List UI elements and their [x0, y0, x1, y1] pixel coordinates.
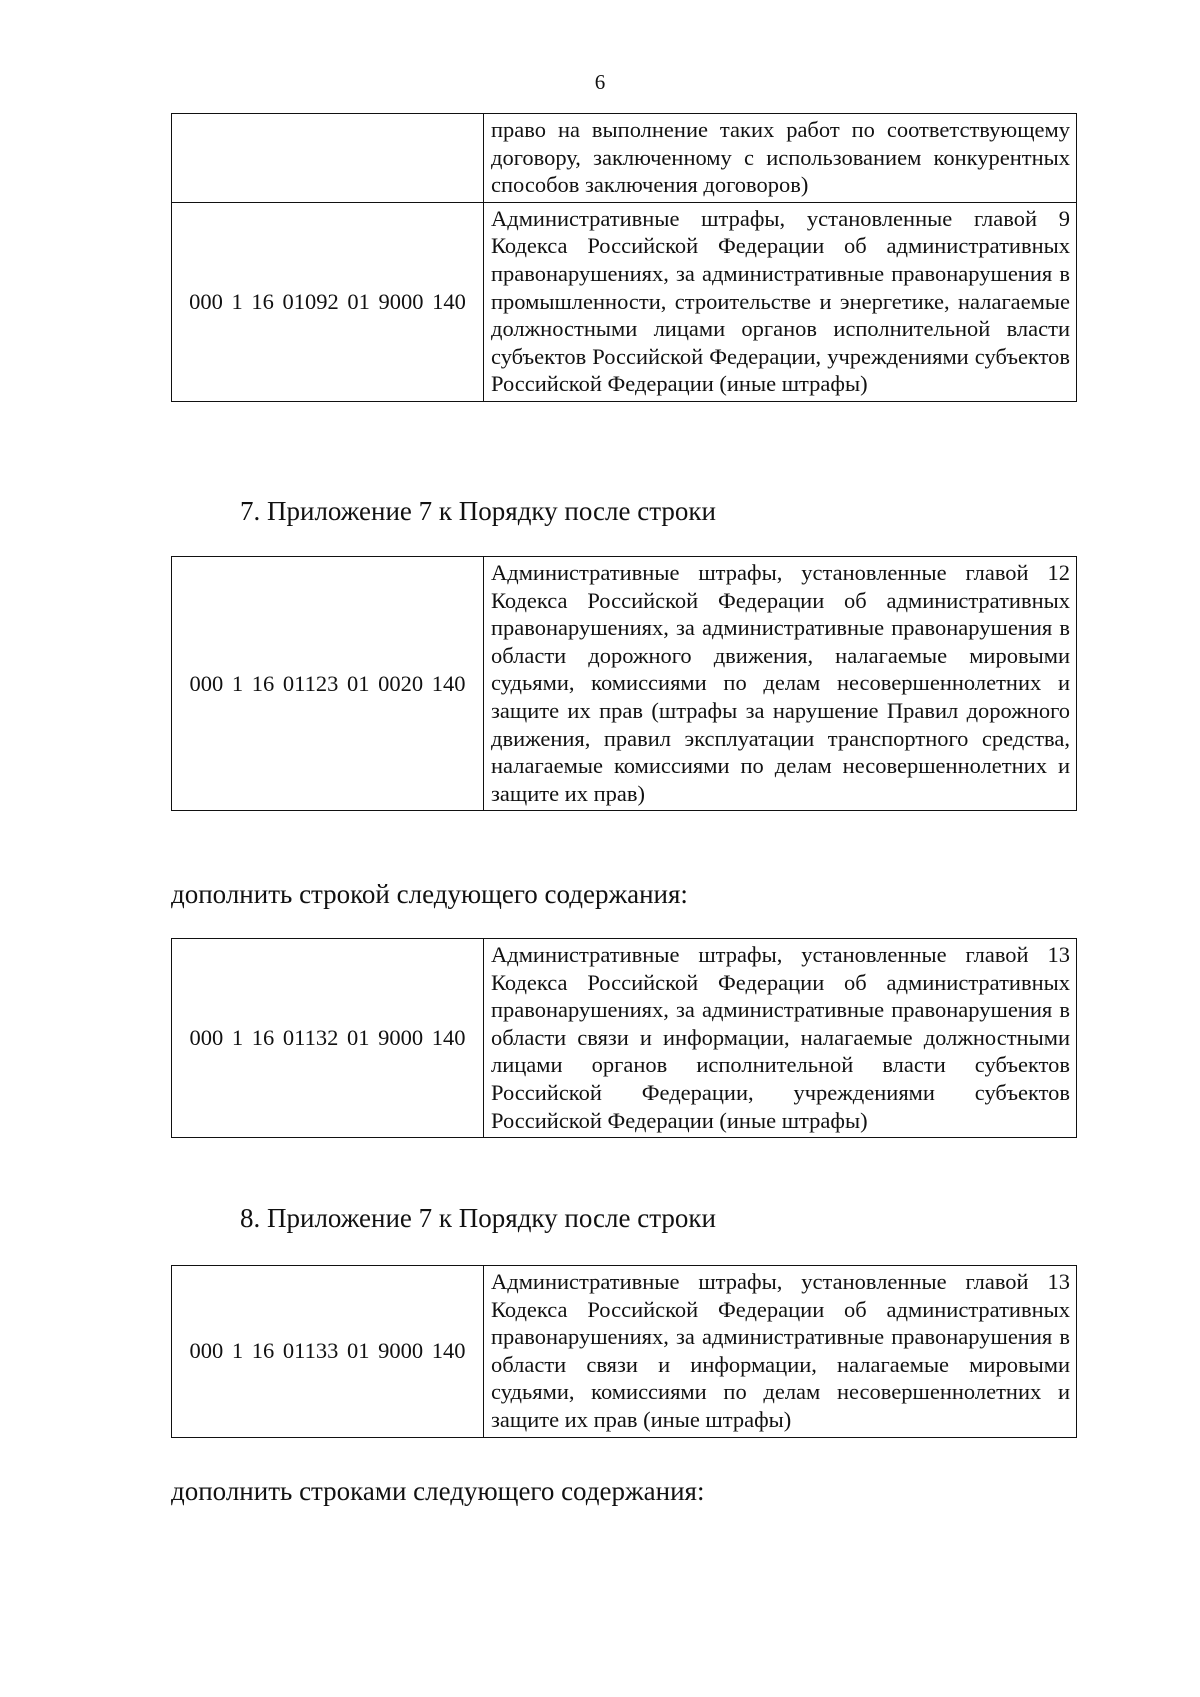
budget-code-cell: 000 1 16 01092 01 9000 140 — [172, 202, 484, 401]
description-cell: Административные штрафы, установленные главой 9 Кодекса Российской Федерации об административных правонарушениях, за административные правонарушения в промышленности, строительстве и энергетике, налагаемые должностными лицами органов исполнительной власти субъектов Российской Федерации, учреждениями субъектов Российской Федерации (иные штрафы) — [484, 202, 1077, 401]
fines-table-2 — [171, 556, 1077, 811]
fines-table-4 — [171, 1265, 1077, 1438]
section-7-heading: 7. Приложение 7 к Порядку после строки — [240, 496, 716, 526]
section-8-heading: 8. Приложение 7 к Порядку после строки — [240, 1203, 716, 1233]
page-number: 6 — [594, 70, 606, 94]
description-cell: Административные штрафы, установленные главой 13 Кодекса Российской Федерации об административных правонарушениях, за административные правонарушения в области связи и информации, налагаемые мировыми судьями, комиссиями по делам несовершеннолетних и защите их прав (иные штрафы) — [484, 1266, 1077, 1438]
table-row — [172, 939, 1077, 1138]
supplement-instruction-1: дополнить строкой следующего содержания: — [171, 879, 688, 909]
budget-code-cell: 000 1 16 01132 01 9000 140 — [172, 939, 484, 1138]
description-cell: право на выполнение таких работ по соответствующему договору, заключенному с использованием конкурентных способов заключения договоров) — [484, 114, 1077, 203]
budget-code-cell — [172, 114, 484, 203]
table-row — [172, 557, 1077, 811]
fines-table-3 — [171, 938, 1077, 1138]
table-row — [172, 202, 1077, 401]
description-cell: Административные штрафы, установленные главой 13 Кодекса Российской Федерации об административных правонарушениях, за административные правонарушения в области связи и информации, налагаемые должностными лицами органов исполнительной власти субъектов Российской Федерации, учреждениями субъектов Российской Федерации (иные штрафы) — [484, 939, 1077, 1138]
budget-code-cell: 000 1 16 01133 01 9000 140 — [172, 1266, 484, 1438]
table-row — [172, 1266, 1077, 1438]
budget-code-cell: 000 1 16 01123 01 0020 140 — [172, 557, 484, 811]
table-row — [172, 114, 1077, 203]
supplement-instruction-2: дополнить строками следующего содержания: — [171, 1476, 705, 1506]
description-cell: Административные штрафы, установленные главой 12 Кодекса Российской Федерации об административных правонарушениях, за административные правонарушения в области дорожного движения, налагаемые мировыми судьями, комиссиями по делам несовершеннолетних и защите их прав (штрафы за нарушение Правил дорожного движения, правил эксплуатации транспортного средства, налагаемые комиссиями по делам несовершеннолетних и защите их прав) — [484, 557, 1077, 811]
fines-table-1 — [171, 113, 1077, 402]
